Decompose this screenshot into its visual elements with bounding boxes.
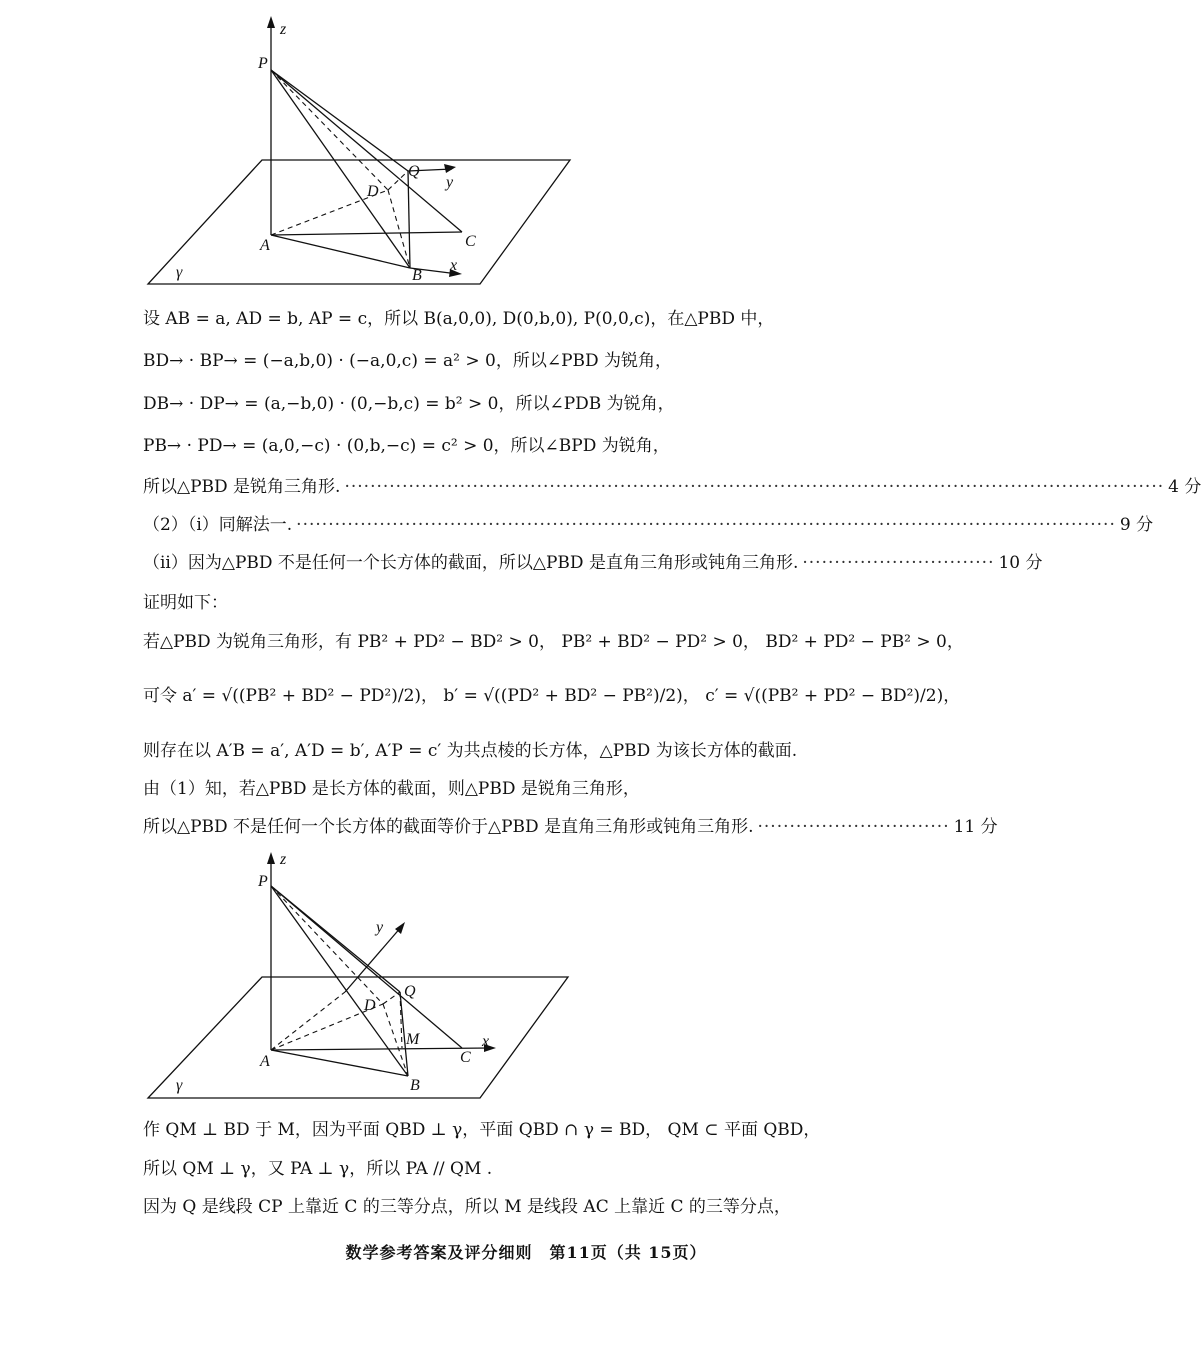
edge-AB: [271, 1050, 408, 1076]
label-D: D: [364, 997, 376, 1014]
edge-AC: [271, 232, 462, 235]
plane-gamma: [148, 977, 568, 1098]
text-proof-intro: 证明如下：: [143, 593, 228, 613]
y-axis: [345, 926, 402, 992]
label-Q: Q: [408, 163, 420, 180]
label-C: C: [460, 1049, 471, 1066]
label-D: D: [367, 183, 379, 200]
text-proof-exists: 则存在以 A′B = a′, A′D = b′, A′P = c′ 为共点棱的长方体，△PBD 为该长方体的截面.: [143, 741, 798, 761]
text-QM-perp: 作 QM ⊥ BD 于 M，因为平面 QBD ⊥ γ，平面 QBD ∩ γ = BD， QM ⊂ 平面 QBD，: [143, 1120, 821, 1140]
dashed-y-axis: [271, 992, 345, 1050]
label-x: x: [482, 1033, 490, 1050]
plane-gamma: [148, 160, 570, 284]
label-gamma: γ: [176, 1077, 183, 1094]
scored-line-9: [143, 513, 1154, 537]
dashed-DB: [388, 190, 410, 268]
leader-dots: ······························: [757, 817, 950, 837]
dashed-PD: [271, 886, 383, 1004]
z-arrowhead: [267, 16, 275, 28]
dashed-DQ: [388, 171, 408, 190]
scored-line-4: [143, 475, 1201, 499]
score-label: 9 分: [1119, 515, 1154, 535]
edge-PB: [271, 70, 410, 268]
text-proof-let: 可令 a′ = √((PB² + BD² − PD²)/2)， b′ = √((PD² + BD² − PB²)/2)， c′ = √((PB² + PD² − BD²)/2)，: [143, 686, 961, 706]
edge-PC: [271, 70, 462, 232]
text-proof-from1: 由（1）知，若△PBD 是长方体的截面，则△PBD 是锐角三角形，: [143, 779, 640, 799]
label-A: A: [260, 237, 270, 254]
label-gamma: γ: [176, 264, 183, 281]
label-Q: Q: [404, 983, 416, 1000]
edge-AC-x-axis: [271, 1048, 490, 1050]
figure-1: [140, 10, 580, 294]
score-label: 10 分: [998, 553, 1043, 573]
label-z: z: [280, 851, 287, 868]
label-M: M: [406, 1031, 420, 1048]
scored-line-11: [143, 815, 998, 839]
leader-dots: ······························: [802, 553, 995, 573]
label-B: B: [412, 267, 422, 284]
scored-text: 所以△PBD 是锐角三角形.: [143, 477, 341, 497]
text-line-angle-BPD: PB→ · PD→ = (a,0,−c) · (0,b,−c) = c² > 0，所以∠BPD 为锐角，: [143, 436, 670, 456]
edge-PQ: [271, 70, 408, 171]
scored-line-10: [143, 551, 1043, 575]
scored-text: （ii）因为△PBD 不是任何一个长方体的截面，所以△PBD 是直角三角形或钝角三角形.: [143, 553, 799, 573]
text-line-angle-PBD: BD→ · BP→ = (−a,b,0) · (−a,0,c) = a² > 0，所以∠PBD 为锐角，: [143, 351, 673, 371]
y-arrowhead: [444, 164, 456, 173]
figure-1-diagram: [140, 10, 580, 290]
label-y: y: [446, 174, 454, 191]
label-C: C: [465, 233, 476, 250]
leader-dots: ································································································································: [344, 477, 1165, 497]
label-P: P: [258, 873, 268, 890]
scored-text: （2）（i）同解法一.: [143, 515, 293, 535]
label-P: P: [258, 55, 268, 72]
scored-text: 所以△PBD 不是任何一个长方体的截面等价于△PBD 是直角三角形或钝角三角形.: [143, 817, 754, 837]
dashed-PD: [271, 70, 388, 190]
leader-dots: ································································································································: [296, 515, 1116, 535]
text-PA-parallel: 所以 QM ⊥ γ，又 PA ⊥ γ，所以 PA // QM .: [143, 1159, 493, 1179]
text-proof-acute: 若△PBD 为锐角三角形，有 PB² + PD² − BD² > 0， PB² + BD² − PD² > 0， BD² + PD² − PB² > 0，: [143, 632, 964, 652]
z-arrowhead: [267, 852, 275, 864]
edge-BQ: [408, 171, 410, 268]
figure-2: [140, 850, 580, 1104]
score-label: 11 分: [953, 817, 998, 837]
text-line-setup: 设 AB = a, AD = b, AP = c，所以 B(a,0,0), D(0,b,0), P(0,0,c)，在△PBD 中，: [143, 309, 775, 329]
edge-AB: [271, 235, 410, 268]
label-z: z: [280, 21, 287, 38]
text-trisection: 因为 Q 是线段 CP 上靠近 C 的三等分点，所以 M 是线段 AC 上靠近 C 的三等分点，: [143, 1197, 791, 1217]
page-footer: 数学参考答案及评分细则 第11页（共 15页）: [345, 1243, 707, 1262]
label-B: B: [410, 1077, 420, 1094]
label-A: A: [260, 1053, 270, 1070]
score-label: 4 分: [1168, 477, 1201, 497]
label-x: x: [450, 257, 458, 274]
label-y: y: [376, 919, 384, 936]
figure-2-diagram: [140, 850, 580, 1100]
text-line-angle-PDB: DB→ · DP→ = (a,−b,0) · (0,−b,c) = b² > 0，所以∠PDB 为锐角，: [143, 394, 675, 414]
